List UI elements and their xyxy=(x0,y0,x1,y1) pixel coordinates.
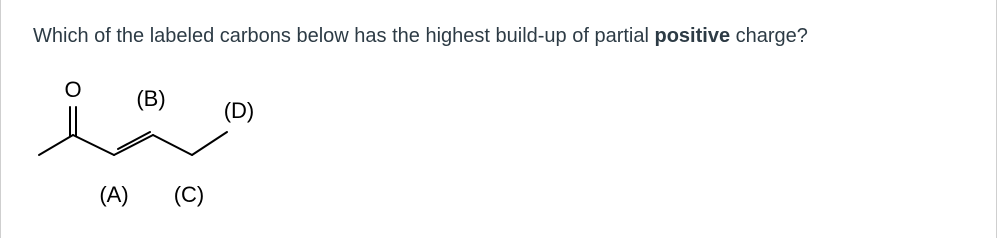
carbon-label-a: (A) xyxy=(99,182,129,207)
molecule-structure xyxy=(1,70,301,230)
question-emphasis: positive xyxy=(654,25,731,47)
bond-single-cd xyxy=(153,135,192,155)
bond-double-bc-1 xyxy=(114,135,153,155)
bond-methyl xyxy=(39,135,73,155)
question-text xyxy=(33,25,808,48)
bond-double-bc-2 xyxy=(118,132,150,149)
carbon-label-d: (D) xyxy=(223,98,255,123)
question-prefix: Which of the labeled carbons below has the highest build-up of partial xyxy=(33,25,655,47)
bond-single-ab xyxy=(73,135,114,155)
carbon-label-c: (C) xyxy=(173,182,205,207)
bond-single-d xyxy=(192,132,227,155)
carbon-label-b: (B) xyxy=(136,86,166,111)
question-suffix: charge? xyxy=(730,25,808,47)
oxygen-label: O xyxy=(64,77,82,102)
